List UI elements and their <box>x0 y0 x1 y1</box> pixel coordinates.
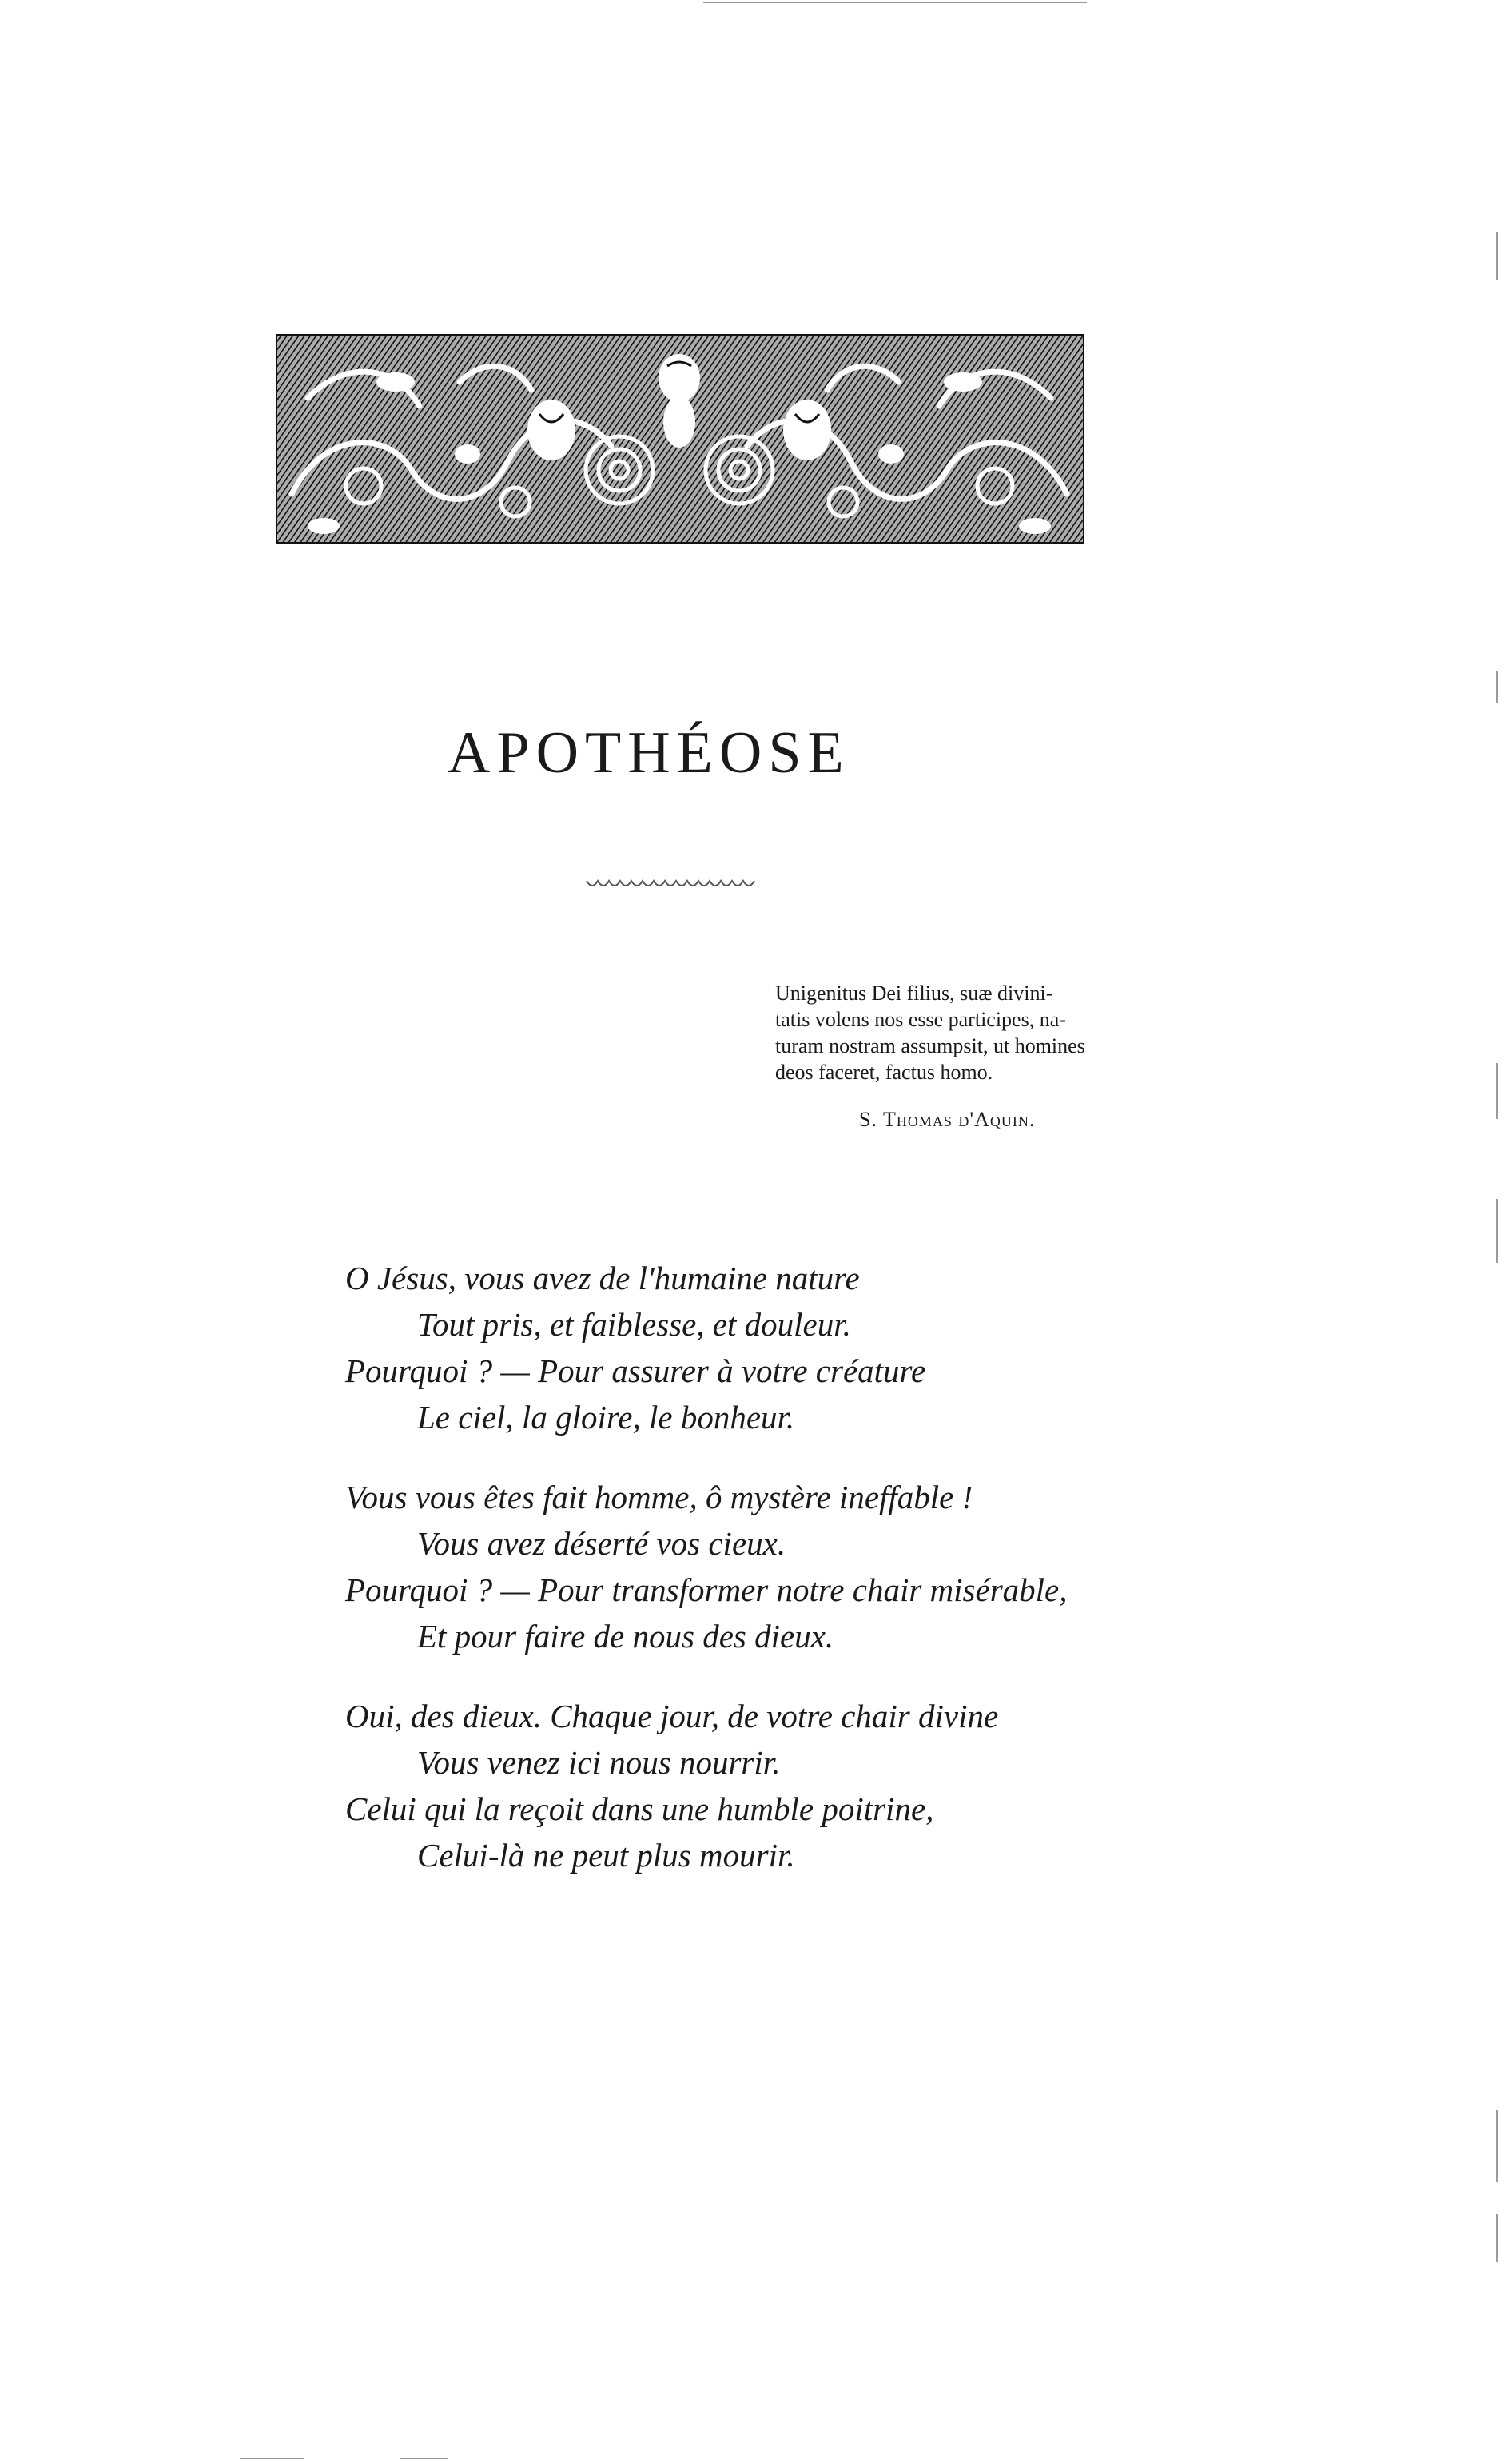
scan-mark <box>1496 2214 1498 2262</box>
poem-verse: Tout pris, et faiblesse, et douleur. <box>417 1306 851 1343</box>
poem-verse: Pourquoi ? — Pour assurer à votre créature <box>345 1352 926 1389</box>
scan-mark <box>1496 671 1498 703</box>
poem-verse: Vous venez ici nous nourrir. <box>417 1744 781 1781</box>
poem-verse: O Jésus, vous avez de l'humaine nature <box>345 1260 860 1296</box>
poem-verse: Et pour faire de nous des dieux. <box>417 1618 834 1655</box>
scan-mark <box>1496 1063 1498 1119</box>
scan-mark <box>1496 2110 1498 2182</box>
scan-mark <box>400 2458 448 2459</box>
scan-mark <box>1496 232 1498 280</box>
epigraph-line: deos faceret, factus homo. <box>775 1061 993 1084</box>
poem-stanza <box>345 1255 1144 1440</box>
floral-cherub-headband-ornament-icon <box>276 334 1084 544</box>
poem-verse: Pourquoi ? — Pour transformer notre chair misérable, <box>345 1571 1068 1608</box>
poem-verse: Celui qui la reçoit dans une humble poitrine, <box>345 1790 934 1827</box>
poem-verse: Le ciel, la gloire, le bonheur. <box>417 1399 795 1436</box>
poem-verse: Vous vous êtes fait homme, ô mystère ineffable ! <box>345 1479 973 1515</box>
poem-verse: Vous avez déserté vos cieux. <box>417 1525 786 1562</box>
poem-stanza <box>345 1474 1144 1659</box>
scan-mark <box>703 2 1087 3</box>
page-title: APOTHÉOSE <box>448 720 850 786</box>
epigraph-attribution: S. Thomas d'Aquin. <box>859 1108 1036 1131</box>
scan-mark <box>240 2458 304 2459</box>
epigraph <box>775 980 1111 1085</box>
epigraph-line: Unigenitus Dei filius, suæ divini- <box>775 982 1053 1005</box>
scan-mark <box>1496 1199 1498 1263</box>
poem <box>345 1255 1144 1912</box>
poem-verse: Oui, des dieux. Chaque jour, de votre chair divine <box>345 1698 999 1734</box>
epigraph-line: turam nostram assumpsit, ut homines <box>775 1034 1085 1057</box>
decorative-squiggle-icon <box>583 871 759 892</box>
poem-verse: Celui-là ne peut plus mourir. <box>417 1837 795 1874</box>
poem-stanza <box>345 1693 1144 1878</box>
epigraph-line: tatis volens nos esse participes, na- <box>775 1008 1066 1031</box>
